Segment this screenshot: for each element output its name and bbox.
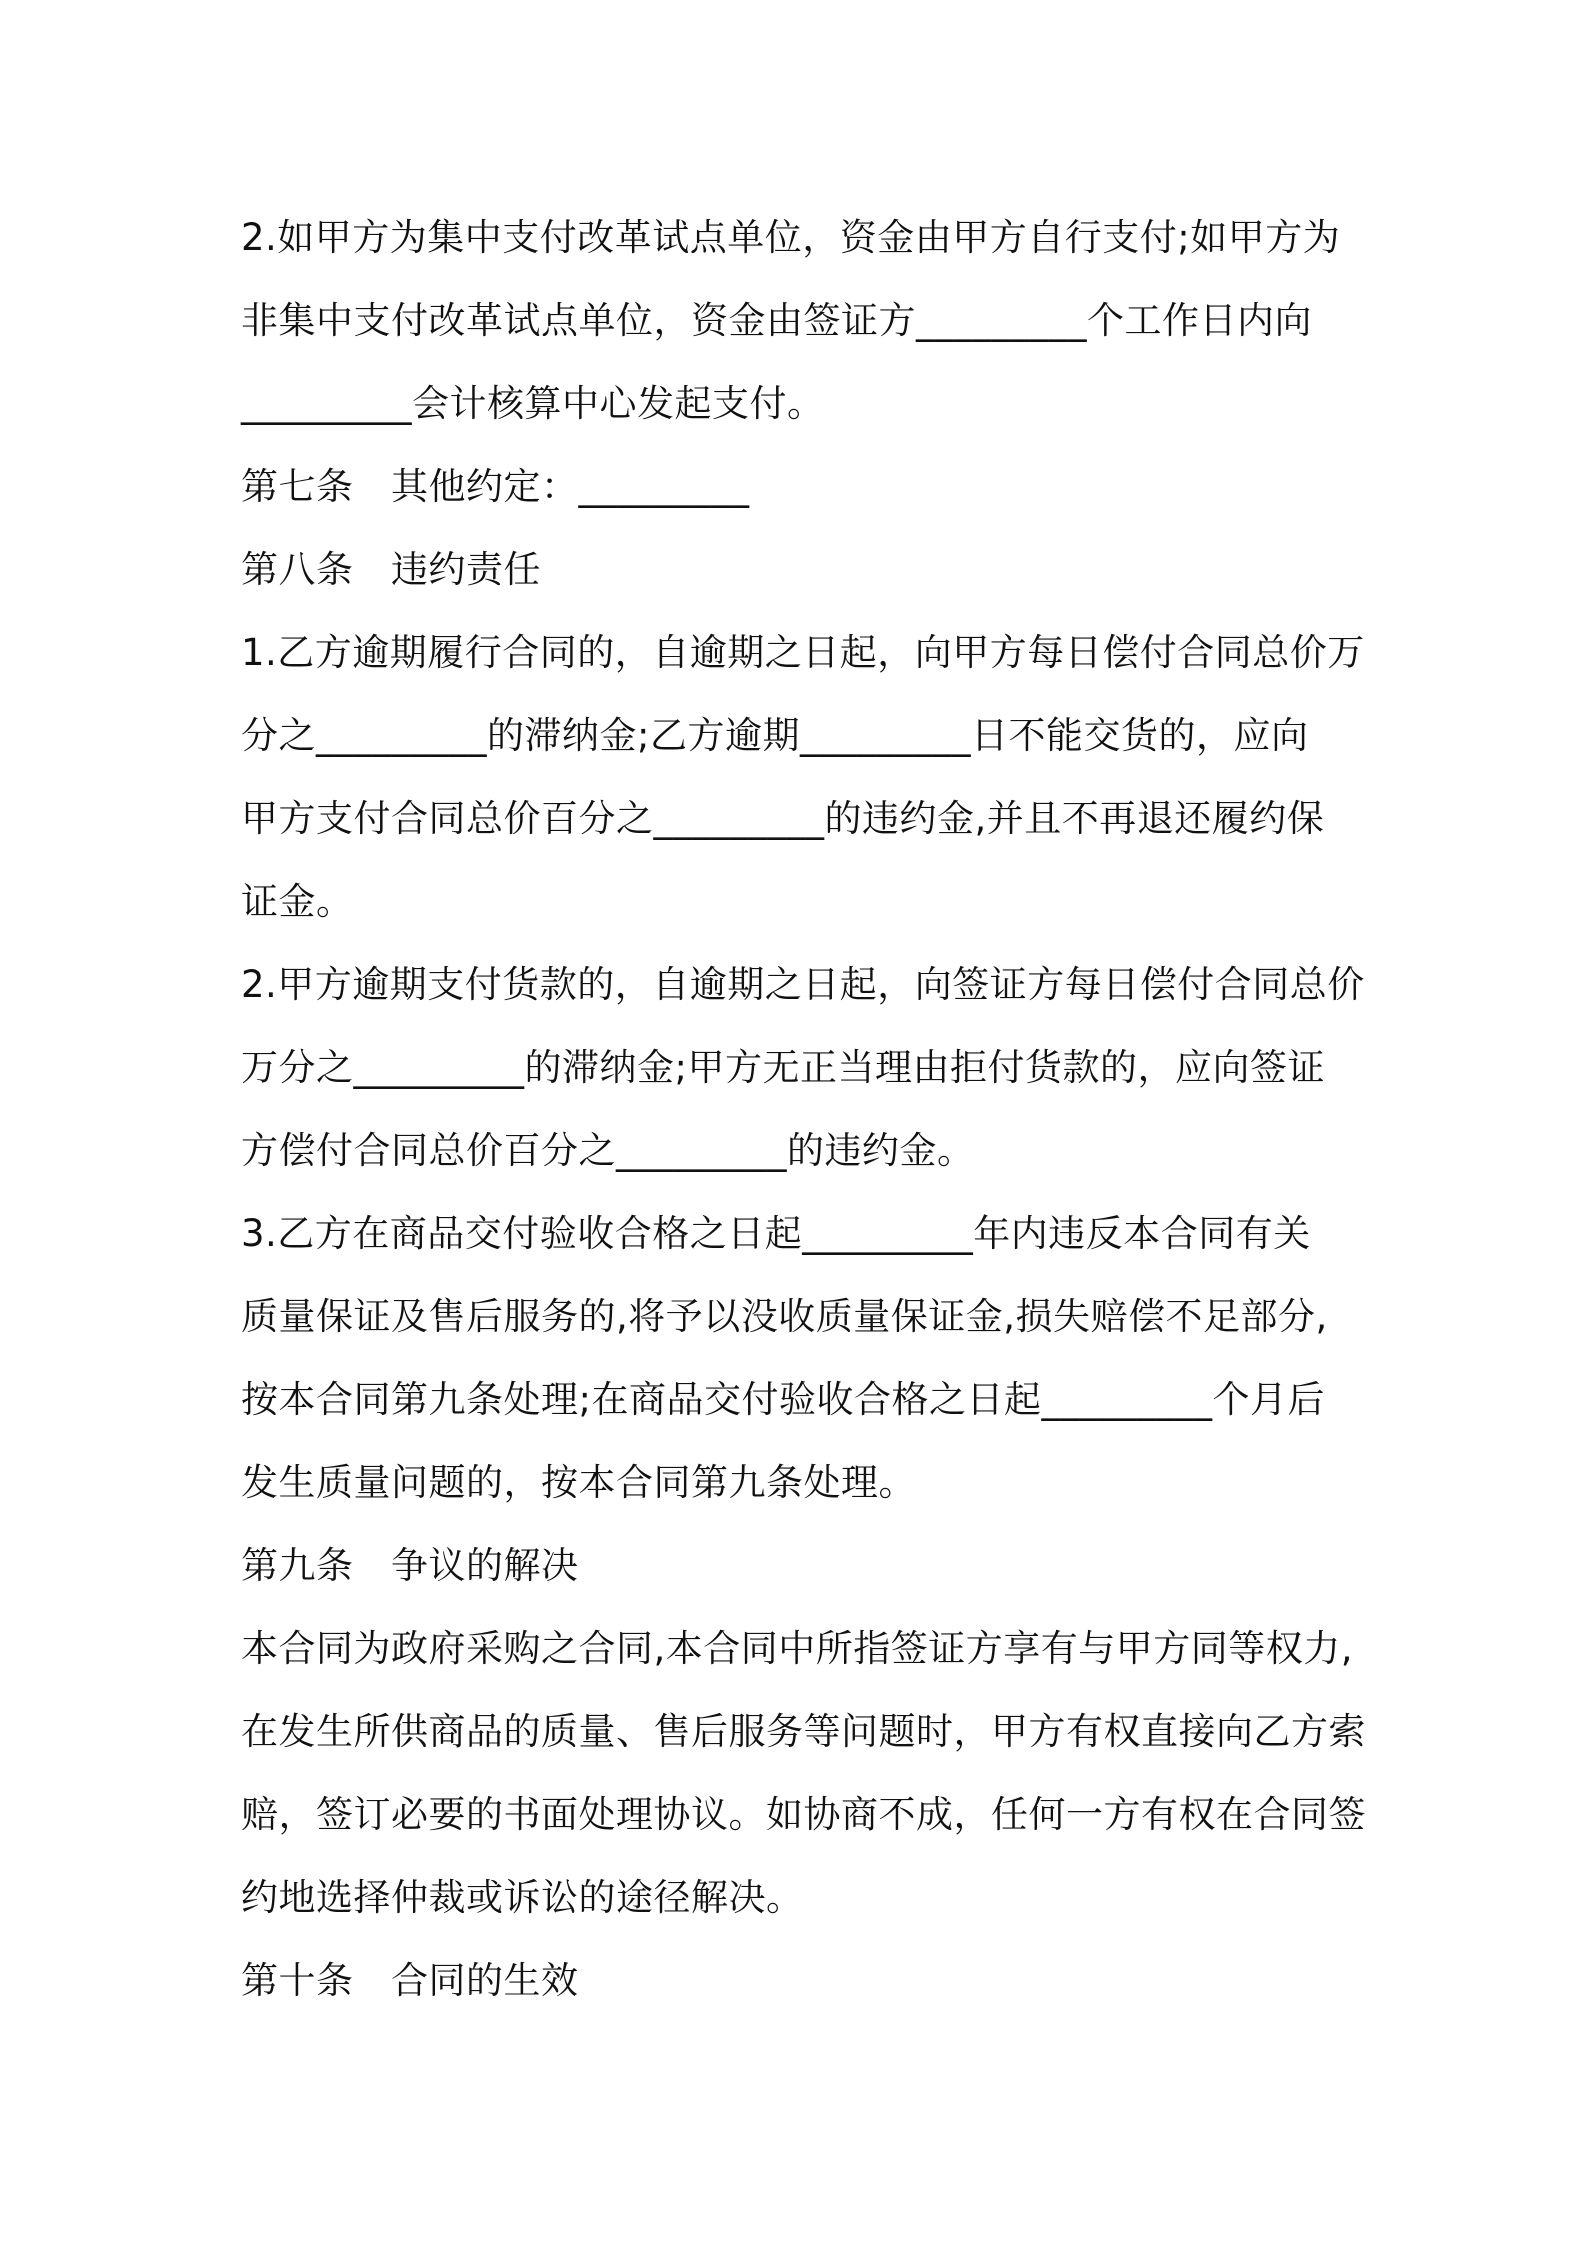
text-line: 证金。 [241, 880, 354, 923]
text-line: 2.如甲方为集中支付改革试点单位，资金由甲方自行支付;如甲方为 [241, 216, 1341, 259]
article-heading: 第七条 其他约定：_________ [241, 465, 750, 508]
document-body [241, 196, 1381, 2022]
text-line: _________会计核算中心发起支付。 [241, 382, 825, 425]
text-line: 本合同为政府采购之合同,本合同中所指签证方享有与甲方同等权力, [241, 1627, 1354, 1670]
text-line: 3.乙方在商品交付验收合格之日起_________年内违反本合同有关 [241, 1212, 1311, 1255]
article-heading: 第十条 合同的生效 [241, 1959, 579, 2002]
text-line: 万分之_________的滞纳金;甲方无正当理由拒付货款的，应向签证 [241, 1046, 1325, 1089]
text-line: 2.甲方逾期支付货款的，自逾期之日起，向签证方每日偿付合同总价 [241, 963, 1365, 1006]
text-line: 非集中支付改革试点单位，资金由签证方_________个工作日内向 [241, 299, 1312, 342]
text-line: 发生质量问题的，按本合同第九条处理。 [241, 1461, 916, 1504]
text-line: 约地选择仲裁或诉讼的途径解决。 [241, 1876, 804, 1919]
text-line: 分之_________的滞纳金;乙方逾期_________日不能交货的，应向 [241, 714, 1309, 757]
text-line: 赔，签订必要的书面处理协议。如协商不成，任何一方有权在合同签 [241, 1793, 1366, 1836]
article-heading: 第九条 争议的解决 [241, 1544, 579, 1587]
text-line: 在发生所供商品的质量、售后服务等问题时，甲方有权直接向乙方索 [241, 1710, 1366, 1753]
text-line: 按本合同第九条处理;在商品交付验收合格之日起_________个月后 [241, 1378, 1325, 1421]
text-line: 甲方支付合同总价百分之_________的违约金,并且不再退还履约保 [241, 797, 1325, 840]
text-line: 1.乙方逾期履行合同的，自逾期之日起，向甲方每日偿付合同总价万 [241, 631, 1365, 674]
text-line: 方偿付合同总价百分之_________的违约金。 [241, 1129, 975, 1172]
text-line: 质量保证及售后服务的,将予以没收质量保证金,损失赔偿不足部分, [241, 1295, 1328, 1338]
article-heading: 第八条 违约责任 [241, 548, 541, 591]
